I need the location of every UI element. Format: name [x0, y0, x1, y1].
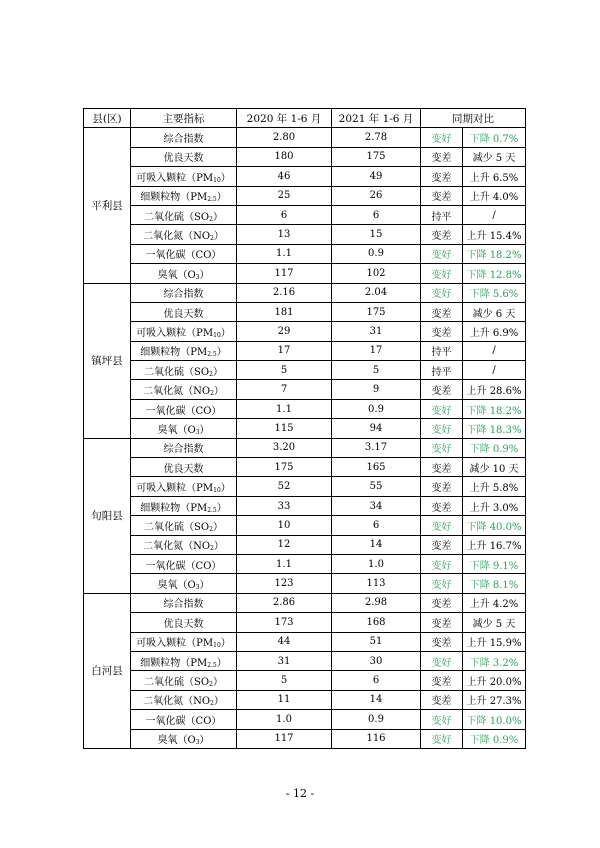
- value-2021: 26: [332, 186, 421, 205]
- trend-status: 变差: [421, 167, 463, 186]
- value-2020: 1.0: [237, 710, 332, 729]
- indicator-subscript: 10: [213, 642, 221, 650]
- table-row: [84, 535, 526, 554]
- trend-status: 变好: [421, 283, 463, 302]
- value-2020: 11: [237, 690, 332, 709]
- trend-status: 变差: [421, 380, 463, 399]
- indicator-cell: [131, 496, 237, 515]
- header-indicator: 主要指标: [131, 109, 237, 128]
- indicator-label: 一氧化碳（CO）: [145, 560, 222, 572]
- indicator-cell: [131, 477, 237, 496]
- value-2020: 1.1: [237, 244, 332, 263]
- table-row: [84, 225, 526, 244]
- indicator-label: 细颗粒物（PM: [140, 192, 208, 204]
- value-2021: 2.04: [332, 283, 421, 302]
- trend-change: 上升 3.0%: [463, 496, 526, 515]
- trend-change: 上升 20.0%: [463, 671, 526, 690]
- trend-status: 变好: [421, 128, 463, 147]
- value-2020: 1.1: [237, 554, 332, 573]
- indicator-cell: [131, 458, 237, 477]
- trend-change: /: [463, 205, 526, 224]
- indicator-cell: [131, 535, 237, 554]
- trend-status: 变差: [421, 225, 463, 244]
- trend-change: 下降 9.1%: [463, 554, 526, 573]
- trend-change: 下降 12.8%: [463, 264, 526, 283]
- indicator-tail: ）: [212, 677, 223, 689]
- table-row: [84, 496, 526, 515]
- indicator-tail: ）: [216, 502, 227, 514]
- trend-status: 变好: [421, 710, 463, 729]
- value-2021: 51: [332, 632, 421, 651]
- trend-change: 下降 10.0%: [463, 710, 526, 729]
- trend-status: 变好: [421, 554, 463, 573]
- indicator-cell: [131, 147, 237, 166]
- value-2020: 52: [237, 477, 332, 496]
- value-2021: 2.78: [332, 128, 421, 147]
- indicator-label: 二氧化氮（NO: [143, 231, 211, 243]
- value-2021: 94: [332, 419, 421, 438]
- air-quality-table: [83, 108, 526, 749]
- value-2021: 175: [332, 302, 421, 321]
- value-2020: 5: [237, 671, 332, 690]
- indicator-cell: [131, 244, 237, 263]
- trend-status: 持平: [421, 341, 463, 360]
- value-2020: 6: [237, 205, 332, 224]
- indicator-tail: ）: [199, 269, 210, 281]
- header-compare: 同期对比: [421, 109, 526, 128]
- indicator-label: 可吸入颗粒（PM: [136, 483, 214, 495]
- trend-status: 变差: [421, 690, 463, 709]
- indicator-label: 二氧化硫（SO: [144, 211, 210, 223]
- indicator-cell: [131, 225, 237, 244]
- indicator-label: 综合指数: [163, 289, 204, 301]
- indicator-subscript: 2: [209, 215, 213, 223]
- trend-status: 变好: [421, 244, 463, 263]
- trend-status: 变差: [421, 593, 463, 612]
- value-2021: 34: [332, 496, 421, 515]
- indicator-label: 可吸入颗粒（PM: [136, 172, 214, 184]
- table-row: [84, 283, 526, 302]
- trend-status: 变差: [421, 477, 463, 496]
- value-2021: 165: [332, 458, 421, 477]
- indicator-tail: ）: [213, 231, 224, 243]
- value-2021: 9: [332, 380, 421, 399]
- trend-status: 变差: [421, 671, 463, 690]
- trend-status: 变好: [421, 419, 463, 438]
- trend-change: 下降 18.2%: [463, 399, 526, 418]
- indicator-tail: ）: [220, 327, 231, 339]
- indicator-label: 臭氧（O: [157, 580, 196, 592]
- indicator-cell: [131, 128, 237, 147]
- value-2021: 113: [332, 574, 421, 593]
- value-2020: 29: [237, 322, 332, 341]
- indicator-label: 二氧化氮（NO: [143, 696, 211, 708]
- trend-change: 下降 40.0%: [463, 516, 526, 535]
- value-2021: 17: [332, 341, 421, 360]
- value-2020: 117: [237, 729, 332, 748]
- trend-status: 变差: [421, 302, 463, 321]
- value-2020: 123: [237, 574, 332, 593]
- value-2020: 44: [237, 632, 332, 651]
- indicator-label: 一氧化碳（CO）: [145, 405, 222, 417]
- trend-status: 变好: [421, 651, 463, 670]
- value-2020: 175: [237, 458, 332, 477]
- indicator-tail: ）: [216, 657, 227, 669]
- table-row: [84, 458, 526, 477]
- indicator-subscript: 2: [210, 235, 214, 243]
- table-row: [84, 399, 526, 418]
- trend-change: 上升 15.9%: [463, 632, 526, 651]
- indicator-label: 细颗粒物（PM: [140, 657, 208, 669]
- table-row: [84, 186, 526, 205]
- table-row: [84, 380, 526, 399]
- trend-change: 减少 5 天: [463, 613, 526, 632]
- indicator-tail: ）: [212, 366, 223, 378]
- trend-status: 变差: [421, 186, 463, 205]
- table-row: [84, 516, 526, 535]
- trend-change: 下降 0.7%: [463, 128, 526, 147]
- trend-change: 下降 18.2%: [463, 244, 526, 263]
- indicator-subscript: 3: [195, 273, 200, 281]
- indicator-label: 臭氧（O: [157, 424, 196, 436]
- indicator-cell: [131, 671, 237, 690]
- indicator-subscript: 2.5: [207, 661, 217, 669]
- table-row: [84, 593, 526, 612]
- indicator-tail: ）: [199, 735, 210, 747]
- value-2020: 3.20: [237, 438, 332, 457]
- table-row: [84, 574, 526, 593]
- indicator-subscript: 2.5: [207, 196, 217, 204]
- indicator-tail: ）: [220, 172, 231, 184]
- trend-status: 变差: [421, 496, 463, 515]
- indicator-subscript: 2: [210, 545, 214, 553]
- value-2020: 31: [237, 651, 332, 670]
- trend-change: 下降 3.2%: [463, 651, 526, 670]
- trend-change: 下降 8.1%: [463, 574, 526, 593]
- table-row: [84, 613, 526, 632]
- trend-change: /: [463, 361, 526, 380]
- indicator-cell: [131, 613, 237, 632]
- indicator-subscript: 2.5: [207, 351, 217, 359]
- indicator-cell: [131, 399, 237, 418]
- table-row: [84, 690, 526, 709]
- value-2021: 49: [332, 167, 421, 186]
- indicator-tail: ）: [213, 541, 224, 553]
- indicator-cell: [131, 690, 237, 709]
- value-2021: 2.98: [332, 593, 421, 612]
- trend-status: 持平: [421, 205, 463, 224]
- value-2021: 31: [332, 322, 421, 341]
- value-2021: 14: [332, 690, 421, 709]
- indicator-tail: ）: [220, 638, 231, 650]
- header-county: 县(区): [84, 109, 131, 128]
- county-name: 镇坪县: [84, 283, 131, 438]
- trend-change: 减少 5 天: [463, 147, 526, 166]
- indicator-label: 优良天数: [163, 308, 204, 320]
- value-2021: 15: [332, 225, 421, 244]
- table-row: [84, 419, 526, 438]
- indicator-subscript: 10: [213, 487, 221, 495]
- trend-status: 变好: [421, 399, 463, 418]
- trend-change: 下降 18.3%: [463, 419, 526, 438]
- trend-change: 上升 15.4%: [463, 225, 526, 244]
- value-2020: 117: [237, 264, 332, 283]
- value-2020: 5: [237, 361, 332, 380]
- indicator-label: 二氧化硫（SO: [144, 677, 210, 689]
- trend-change: 上升 28.6%: [463, 380, 526, 399]
- indicator-label: 综合指数: [163, 444, 204, 456]
- value-2020: 17: [237, 341, 332, 360]
- value-2020: 12: [237, 535, 332, 554]
- table-row: [84, 167, 526, 186]
- indicator-tail: ）: [212, 521, 223, 533]
- indicator-cell: [131, 651, 237, 670]
- value-2021: 6: [332, 516, 421, 535]
- value-2021: 1.0: [332, 554, 421, 573]
- trend-change: 上升 4.0%: [463, 186, 526, 205]
- indicator-subscript: 2: [209, 681, 213, 689]
- table-row: [84, 729, 526, 748]
- value-2020: 13: [237, 225, 332, 244]
- indicator-subscript: 10: [213, 331, 221, 339]
- table-row: [84, 244, 526, 263]
- county-name: 白河县: [84, 593, 131, 748]
- indicator-cell: [131, 554, 237, 573]
- indicator-subscript: 3: [195, 739, 200, 747]
- table-row: [84, 477, 526, 496]
- county-name: 平利县: [84, 128, 131, 283]
- trend-status: 变差: [421, 147, 463, 166]
- indicator-label: 细颗粒物（PM: [140, 347, 208, 359]
- value-2021: 168: [332, 613, 421, 632]
- table-header-row: [84, 109, 526, 128]
- table-body: [84, 128, 526, 749]
- indicator-tail: ）: [212, 211, 223, 223]
- indicator-subscript: 2: [209, 525, 213, 533]
- value-2020: 33: [237, 496, 332, 515]
- trend-status: 持平: [421, 361, 463, 380]
- value-2020: 2.80: [237, 128, 332, 147]
- trend-change: 下降 0.9%: [463, 729, 526, 748]
- trend-status: 变好: [421, 574, 463, 593]
- indicator-subscript: 3: [195, 428, 200, 436]
- indicator-cell: [131, 264, 237, 283]
- indicator-tail: ）: [199, 424, 210, 436]
- value-2020: 2.86: [237, 593, 332, 612]
- indicator-label: 二氧化氮（NO: [143, 386, 211, 398]
- indicator-cell: [131, 361, 237, 380]
- indicator-label: 优良天数: [163, 463, 204, 475]
- table-row: [84, 438, 526, 457]
- indicator-subscript: 2.5: [207, 506, 217, 514]
- value-2020: 173: [237, 613, 332, 632]
- indicator-cell: [131, 632, 237, 651]
- trend-change: 下降 5.6%: [463, 283, 526, 302]
- table-row: [84, 322, 526, 341]
- trend-status: 变差: [421, 535, 463, 554]
- trend-change: /: [463, 341, 526, 360]
- value-2021: 30: [332, 651, 421, 670]
- table-row: [84, 147, 526, 166]
- indicator-cell: [131, 341, 237, 360]
- trend-status: 变差: [421, 613, 463, 632]
- trend-status: 变差: [421, 322, 463, 341]
- value-2020: 181: [237, 302, 332, 321]
- value-2021: 6: [332, 671, 421, 690]
- indicator-tail: ）: [213, 386, 224, 398]
- value-2021: 3.17: [332, 438, 421, 457]
- value-2021: 102: [332, 264, 421, 283]
- table-row: [84, 264, 526, 283]
- indicator-cell: [131, 186, 237, 205]
- table-row: [84, 671, 526, 690]
- header-2020: 2020 年 1-6 月: [237, 109, 332, 128]
- table-row: [84, 302, 526, 321]
- trend-status: 变差: [421, 632, 463, 651]
- indicator-cell: [131, 593, 237, 612]
- table-row: [84, 341, 526, 360]
- table-row: [84, 205, 526, 224]
- indicator-cell: [131, 710, 237, 729]
- county-name: 旬阳县: [84, 438, 131, 593]
- indicator-label: 二氧化硫（SO: [144, 521, 210, 533]
- value-2020: 7: [237, 380, 332, 399]
- trend-change: 上升 6.9%: [463, 322, 526, 341]
- table-row: [84, 651, 526, 670]
- trend-status: 变好: [421, 438, 463, 457]
- indicator-tail: ）: [216, 192, 227, 204]
- trend-status: 变好: [421, 264, 463, 283]
- value-2021: 6: [332, 205, 421, 224]
- table-row: [84, 554, 526, 573]
- trend-change: 减少 6 天: [463, 302, 526, 321]
- indicator-cell: [131, 167, 237, 186]
- trend-change: 下降 0.9%: [463, 438, 526, 457]
- table-row: [84, 361, 526, 380]
- trend-change: 上升 27.3%: [463, 690, 526, 709]
- trend-status: 变差: [421, 458, 463, 477]
- indicator-cell: [131, 283, 237, 302]
- indicator-tail: ）: [216, 347, 227, 359]
- trend-change: 减少 10 天: [463, 458, 526, 477]
- indicator-label: 综合指数: [163, 599, 204, 611]
- indicator-label: 二氧化硫（SO: [144, 366, 210, 378]
- trend-change: 上升 5.8%: [463, 477, 526, 496]
- value-2020: 25: [237, 186, 332, 205]
- value-2020: 2.16: [237, 283, 332, 302]
- value-2021: 175: [332, 147, 421, 166]
- indicator-label: 优良天数: [163, 618, 204, 630]
- table-row: [84, 632, 526, 651]
- indicator-label: 一氧化碳（CO）: [145, 715, 222, 727]
- indicator-cell: [131, 205, 237, 224]
- trend-status: 变好: [421, 516, 463, 535]
- indicator-subscript: 2: [210, 700, 214, 708]
- table-row: [84, 128, 526, 147]
- value-2021: 5: [332, 361, 421, 380]
- indicator-tail: ）: [199, 580, 210, 592]
- indicator-label: 综合指数: [163, 134, 204, 146]
- indicator-label: 可吸入颗粒（PM: [136, 327, 214, 339]
- value-2021: 0.9: [332, 399, 421, 418]
- value-2020: 46: [237, 167, 332, 186]
- value-2020: 10: [237, 516, 332, 535]
- page-number: - 12 -: [285, 787, 315, 800]
- indicator-cell: [131, 419, 237, 438]
- trend-change: 上升 16.7%: [463, 535, 526, 554]
- trend-change: 上升 6.5%: [463, 167, 526, 186]
- indicator-cell: [131, 574, 237, 593]
- indicator-subscript: 2: [209, 370, 213, 378]
- indicator-label: 臭氧（O: [157, 269, 196, 281]
- indicator-subscript: 3: [195, 584, 200, 592]
- value-2021: 116: [332, 729, 421, 748]
- indicator-subscript: 10: [213, 176, 221, 184]
- value-2021: 55: [332, 477, 421, 496]
- indicator-cell: [131, 380, 237, 399]
- value-2020: 1.1: [237, 399, 332, 418]
- value-2021: 0.9: [332, 244, 421, 263]
- indicator-label: 优良天数: [163, 153, 204, 165]
- indicator-tail: ）: [220, 483, 231, 495]
- table-row: [84, 710, 526, 729]
- indicator-cell: [131, 729, 237, 748]
- indicator-tail: ）: [213, 696, 224, 708]
- trend-change: 上升 4.2%: [463, 593, 526, 612]
- indicator-cell: [131, 438, 237, 457]
- value-2020: 180: [237, 147, 332, 166]
- indicator-label: 细颗粒物（PM: [140, 502, 208, 514]
- indicator-label: 一氧化碳（CO）: [145, 250, 222, 262]
- indicator-subscript: 2: [210, 390, 214, 398]
- value-2020: 115: [237, 419, 332, 438]
- indicator-cell: [131, 302, 237, 321]
- value-2021: 14: [332, 535, 421, 554]
- indicator-label: 臭氧（O: [157, 735, 196, 747]
- indicator-label: 二氧化氮（NO: [143, 541, 211, 553]
- value-2021: 0.9: [332, 710, 421, 729]
- trend-status: 变好: [421, 729, 463, 748]
- indicator-label: 可吸入颗粒（PM: [136, 638, 214, 650]
- header-2021: 2021 年 1-6 月: [332, 109, 421, 128]
- indicator-cell: [131, 516, 237, 535]
- indicator-cell: [131, 322, 237, 341]
